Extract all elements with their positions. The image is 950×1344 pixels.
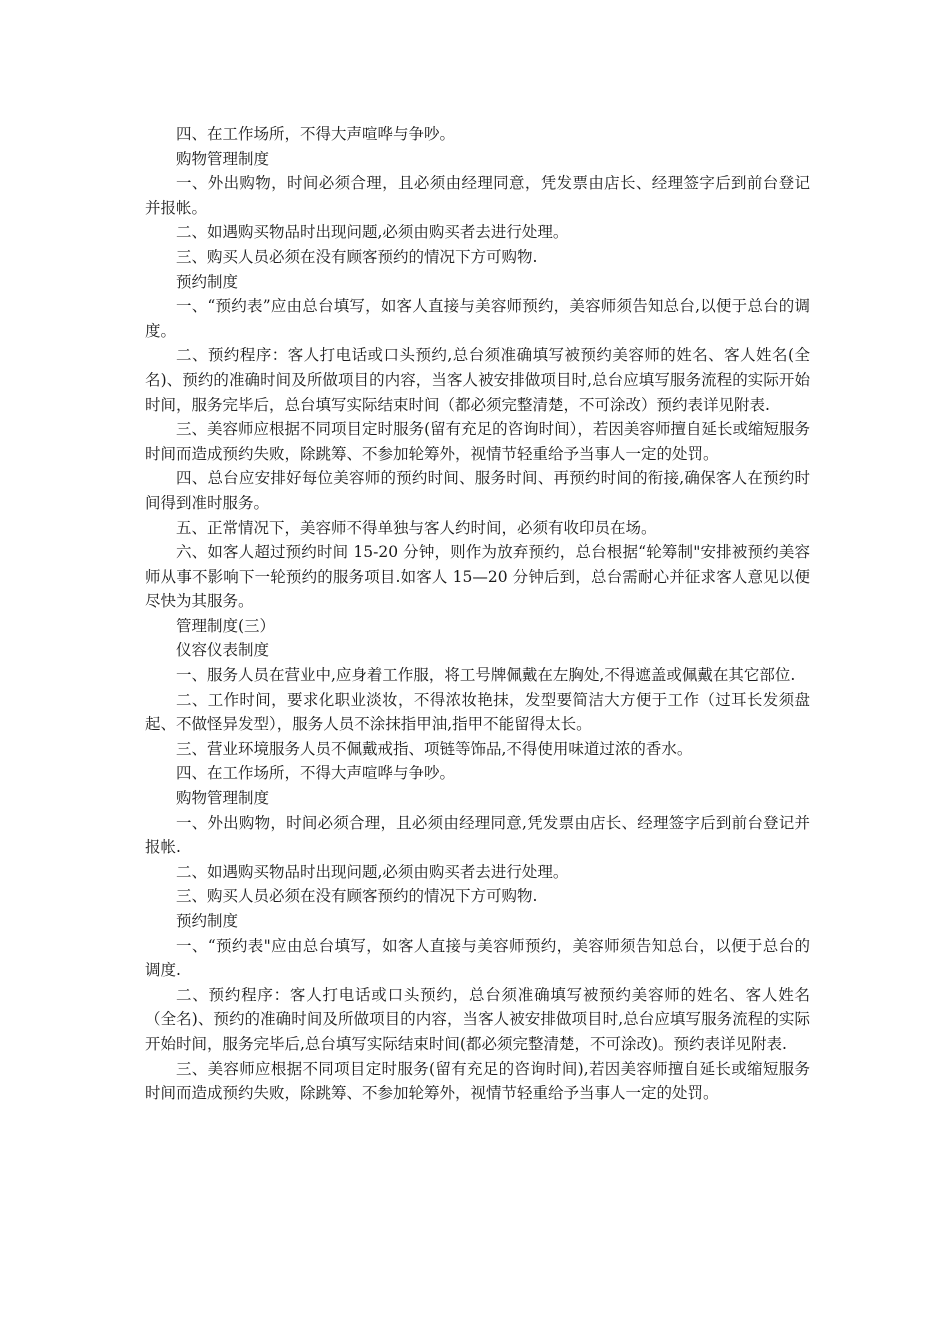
paragraph: 一、“预约表"应由总台填写，如客人直接与美容师预约，美容师须告知总台，以便于总台的调度. [145,936,810,980]
paragraph: 四、总台应安排好每位美容师的预约时间、服务时间、再预约时间的衔接,确保客人在预约时间得到准时服务。 [145,469,810,512]
paragraph: 三、营业环境服务人员不佩戴戒指、项链等饰品,不得使用味道过浓的香水。 [176,739,693,758]
paragraph: 一、“预约表”应由总台填写，如客人直接与美容师预约，美容师须告知总台,以便于总台的调度。 [145,297,810,340]
paragraph: 四、在工作场所，不得大声喧哗与争吵。 [176,125,456,143]
paragraph: 二、如遇购买物品时出现问题,必须由购买者去进行处理。 [176,223,569,242]
paragraph: 三、美容师应根据不同项目定时服务(留有充足的咨询时间),若因美容师擅自延长或缩短服务时间而造成预约失败，除跳筹、不参加轮筹外，视情节轻重给予当事人一定的处罚。 [145,1059,810,1103]
section-heading: 购物管理制度 [176,789,270,808]
paragraph: 三、购买人员必须在没有顾客预约的情况下方可购物. [176,247,538,266]
paragraph: 一、外出购物，时间必须合理，且必须由经理同意,凭发票由店长、经理签字后到前台登记并报帐. [145,813,810,857]
section-heading: 预约制度 [176,272,239,291]
paragraph: 二、预约程序：客人打电话或口头预约,总台须准确填写被预约美容师的姓名、客人姓名(全名)、预约的准确时间及所做项目的内容，当客人被安排做项目时,总台应填写服务流程的实际开始时间，服务完毕后，总台填写实际结束时间（都必须完整清楚，不可涂改）预约表详见附表. [145,346,810,414]
paragraph: 三、购买人员必须在没有顾客预约的情况下方可购物. [176,887,538,906]
paragraph: 二、预约程序：客人打电话或口头预约，总台须准确填写被预约美容师的姓名、客人姓名（全名)、预约的准确时间及所做项目的内容，当客人被安排做项目时,总台应填写服务流程的实际开始时间，服务完毕后,总台填写实际结束时间(都必须完整清楚，不可涂改)。预约表详见附表. [145,985,810,1053]
paragraph: 四、在工作场所，不得大声喧哗与争吵。 [176,764,456,783]
document-body [145,122,810,1106]
paragraph: 二、工作时间，要求化职业淡妆，不得浓妆艳抹，发型要简洁大方便于工作（过耳长发须盘起、不做怪异发型），服务人员不涂抹指甲油,指甲不能留得太长。 [145,690,810,734]
paragraph: 一、外出购物，时间必须合理，且必须由经理同意，凭发票由店长、经理签字后到前台登记并报帐。 [145,174,810,217]
paragraph: 三、美容师应根据不同项目定时服务(留有充足的咨询时间），若因美容师擅自延长或缩短服务时间而造成预约失败，除跳筹、不参加轮筹外，视情节轻重给予当事人一定的处罚。 [145,420,810,463]
paragraph: 二、如遇购买物品时出现问题,必须由购买者去进行处理。 [176,862,569,881]
paragraph: 一、服务人员在营业中,应身着工作服，将工号牌佩戴在左胸处,不得遮盖或佩戴在其它部位. [176,666,796,685]
section-heading: 仪容仪表制度 [176,641,270,660]
paragraph: 五、正常情况下，美容师不得单独与客人约时间，必须有收印员在场。 [176,518,657,537]
section-heading: 购物管理制度 [176,149,270,168]
section-heading: 管理制度(三） [176,616,276,635]
paragraph: 六、如客人超过预约时间 15-20 分钟，则作为放弃预约，总台根据“轮筹制"安排被预约美容师从事不影响下一轮预约的服务项目.如客人 15—20 分钟后到，总台需耐心并征求客人意见以便尽快为其服务。 [145,543,810,611]
section-heading: 预约制度 [176,912,239,930]
